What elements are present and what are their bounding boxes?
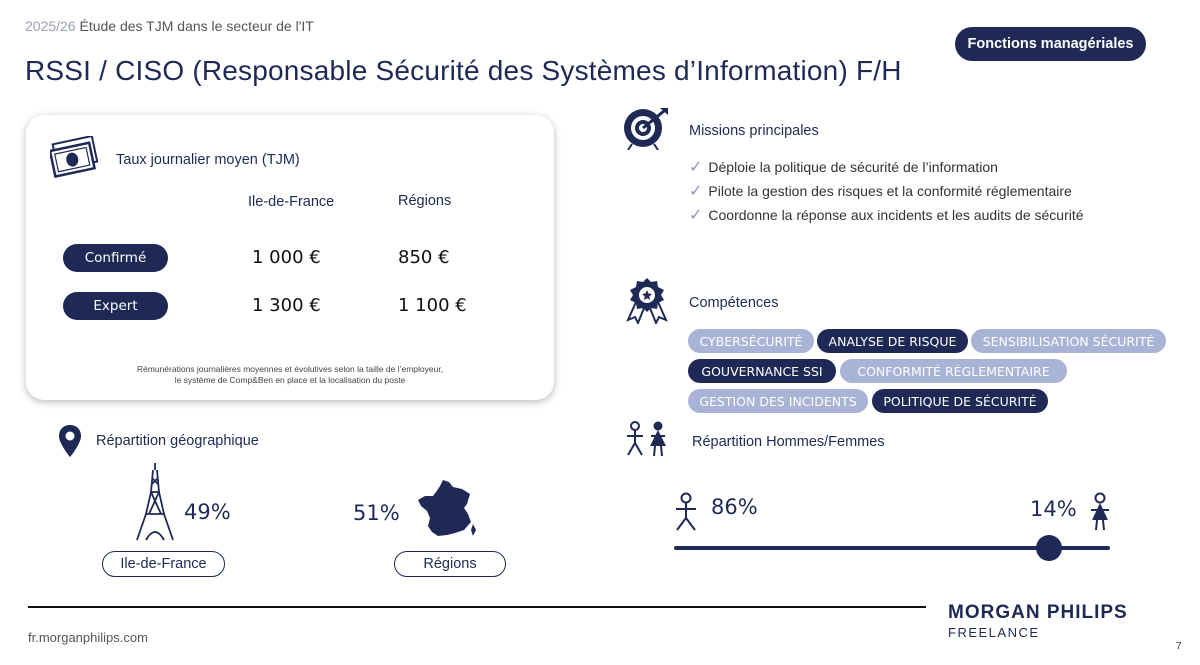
mission-text: Déploie la politique de sécurité de l’information (708, 159, 998, 175)
tjm-note-line2: le système de Comp&Ben en place et la localisation du poste (174, 375, 406, 385)
skill-tag: ANALYSE DE RISQUE (817, 329, 968, 353)
logo-morgan-philips: MORGAN PHILIPS (948, 602, 1128, 623)
tjm-confirme-regions: 850 € (398, 247, 450, 268)
level-expert: Expert (63, 292, 168, 320)
logo-freelance: FREELANCE (948, 625, 1040, 640)
target-icon (622, 106, 672, 150)
category-badge: Fonctions managériales (955, 27, 1146, 61)
skill-tag: GESTION DES INCIDENTS (688, 389, 868, 413)
mission-text: Coordonne la réponse aux incidents et les audits de sécurité (708, 207, 1084, 223)
skill-tag: CYBERSÉCURITÉ (688, 329, 814, 353)
footer-divider (28, 606, 926, 608)
gender-ratio-marker (1036, 535, 1062, 561)
france-map-icon (416, 478, 478, 538)
col-header-idf: Ile-de-France (248, 194, 335, 210)
geo-idf-label: Ile-de-France (102, 551, 225, 577)
tjm-note-line1: Rémunérations journalières moyennes et évolutives selon la taille de l’employeur, (136, 364, 444, 374)
gender-heading: Répartition Hommes/Femmes (692, 434, 885, 450)
missions-heading: Missions principales (689, 123, 819, 139)
tjm-confirme-idf: 1 000 € (252, 247, 321, 268)
skill-tag: CONFORMITÉ RÉGLEMENTAIRE (840, 359, 1067, 383)
competences-heading: Compétences (689, 295, 779, 311)
skill-tag: GOUVERNANCE SSI (688, 359, 836, 383)
tjm-expert-regions: 1 100 € (398, 295, 467, 316)
eiffel-tower-icon (134, 462, 176, 542)
banknotes-icon (50, 136, 100, 180)
skill-tag: SENSIBILISATION SÉCURITÉ (971, 329, 1166, 353)
check-icon: ✓ (689, 159, 703, 176)
mission-item (689, 205, 1084, 225)
geo-idf-percent: 49% (184, 500, 231, 524)
level-confirme: Confirmé (63, 244, 168, 272)
col-header-regions: Régions (398, 193, 452, 209)
report-subtitle-text: Étude des TJM dans le secteur de l'IT (79, 18, 314, 34)
mission-item (689, 157, 998, 177)
geo-regions-percent: 51% (353, 501, 400, 525)
page-number: 7 (1176, 641, 1182, 652)
report-year: 2025/26 (25, 18, 76, 34)
report-subtitle (25, 18, 314, 34)
geo-heading: Répartition géographique (96, 433, 259, 449)
mission-item (689, 181, 1072, 201)
mission-text: Pilote la gestion des risques et la conformité réglementaire (708, 183, 1072, 199)
location-pin-icon (58, 424, 82, 458)
skill-tag: POLITIQUE DE SÉCURITÉ (872, 389, 1048, 413)
footer-url: fr.morganphilips.com (28, 630, 148, 645)
check-icon: ✓ (689, 183, 703, 200)
geo-regions-label: Régions (394, 551, 506, 577)
men-percent: 86% (711, 495, 758, 519)
page-title: RSSI / CISO (Responsable Sécurité des Systèmes d’Information) F/H (25, 55, 902, 86)
check-icon: ✓ (689, 207, 703, 224)
women-percent: 14% (1030, 497, 1077, 521)
tjm-note (26, 364, 554, 386)
men-women-icon (625, 420, 671, 458)
man-icon (673, 492, 699, 532)
tjm-heading: Taux journalier moyen (TJM) (116, 152, 300, 168)
woman-icon (1088, 492, 1112, 532)
award-badge-icon (624, 276, 670, 324)
tjm-expert-idf: 1 300 € (252, 295, 321, 316)
